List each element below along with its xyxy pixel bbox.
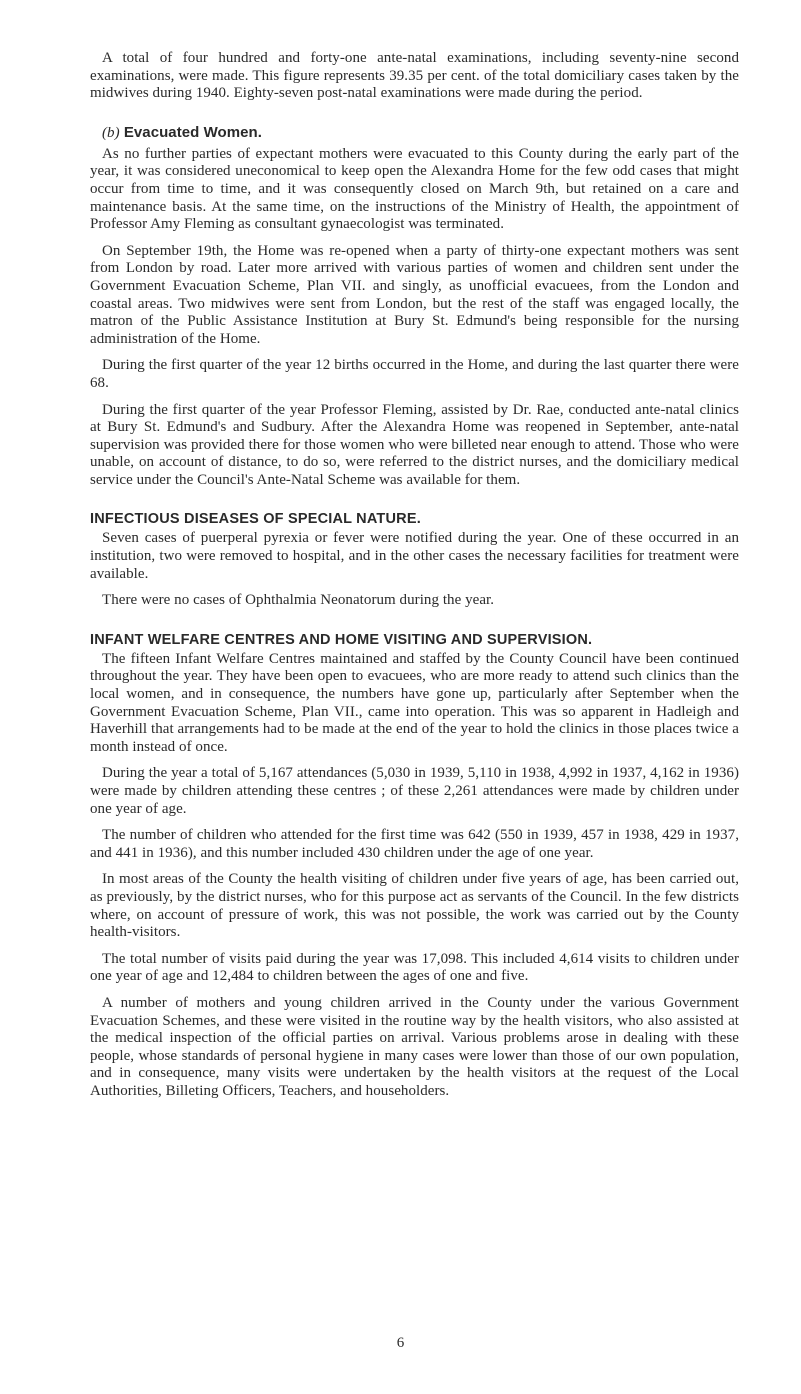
paragraph: During the first quarter of the year 12 births occurred in the Home, and during the last quarter there were 68. bbox=[90, 357, 739, 391]
section-heading-evacuated-women bbox=[102, 124, 739, 142]
paragraph: As no further parties of expectant mothers were evacuated to this County during the early part of the year, it was considered uneconomical to keep open the Alexandra Home for the few odd cases that might occur from time to time, and it was consequently closed on March 9th, but retained on a care and maintenance basis. At the same time, on the instructions of the Ministry of Health, the appointment of Professor Amy Fleming as consultant gynaecologist was terminated. bbox=[90, 145, 739, 233]
paragraph: There were no cases of Ophthalmia Neonatorum during the year. bbox=[102, 592, 495, 609]
paragraph-intro: A total of four hundred and forty-one ante-natal examinations, including seventy-nine second examinations, were made. This figure represents 39.35 per cent. of the total domiciliary cases taken by the midwives during 1940. Eighty-seven post-natal examinations were made during the period. bbox=[90, 50, 739, 102]
section-heading-infectious-diseases: INFECTIOUS DISEASES OF SPECIAL NATURE. bbox=[90, 511, 421, 528]
paragraph: A number of mothers and young children arrived in the County under the various Government Evacuation Schemes, and these were visited in the routine way by the health visitors, who also assisted at the medical inspection of the official parties on arrival. Various problems arose in dealing with these people, whose standards of personal hygiene in many cases were lower than those of our own population, and in consequence, many visits were undertaken by the health visitors at the request of the Local Authorities, Billeting Officers, Teachers, and householders. bbox=[90, 994, 739, 1099]
paragraph: During the first quarter of the year Professor Fleming, assisted by Dr. Rae, conducted ante-natal clinics at Bury St. Edmund's and Sudbury. After the Alexandra Home was reopened in September, ante-natal supervision was provided there for those women who were billeted near enough to attend. Those who were unable, on account of distance, to do so, were referred to the district nurses, and the domiciliary medical service under the Council's Ante-Natal Scheme was available for them. bbox=[90, 401, 739, 488]
paragraph: In most areas of the County the health visiting of children under five years of age, has been carried out, as previously, by the district nurses, who for this purpose act as servants of the Council. In the few districts where, on account of pressure of work, this was not possible, the work was carried out by the County health-visitors. bbox=[90, 871, 739, 941]
paragraph: The number of children who attended for the first time was 642 (550 in 1939, 457 in 1938, 429 in 1937, and 441 in 1936), and this number included 430 children under the age of one year. bbox=[90, 827, 739, 861]
section-title: Evacuated Women. bbox=[123, 123, 262, 141]
paragraph: The fifteen Infant Welfare Centres maintained and staffed by the County Council have been continued throughout the year. They have been open to evacuees, who are more ready to attend such clinics than the local women, and in consequence, the numbers have gone up, particularly after September when the Government Evacuation Scheme, Plan VII., came into operation. This was so apparent in Hadleigh and Haverhill that arrangements had to be made at the end of the year to hold the clinics in those places twice a month instead of once. bbox=[90, 650, 739, 755]
paragraph: During the year a total of 5,167 attendances (5,030 in 1939, 5,110 in 1938, 4,992 in 1937, 4,162 in 1936) were made by children attending these centres ; of these 2,261 attendances were made by children under one year of age. bbox=[90, 765, 739, 817]
section-number: (b) bbox=[102, 124, 120, 141]
paragraph: On September 19th, the Home was re-opened when a party of thirty-one expectant mothers was sent from London by road. Later more arrived with various parties of women and children sent under the Government Evacuation Scheme, Plan VII. and singly, as unofficial evacuees, from the London and coastal areas. Two midwives were sent from London, but the rest of the staff was engaged locally, the matron of the Public Assistance Institution at Bury St. Edmund's being responsible for the nursing administration of the Home. bbox=[90, 242, 739, 347]
paragraph: The total number of visits paid during the year was 17,098. This included 4,614 visits to children under one year of age and 12,484 to children between the ages of one and five. bbox=[90, 950, 739, 985]
paragraph: Seven cases of puerperal pyrexia or fever were notified during the year. One of these occurred in an institution, two were removed to hospital, and in the other cases the necessary facilities for treatment were available. bbox=[90, 530, 739, 582]
page-number: 6 bbox=[396, 1335, 405, 1351]
section-heading-infant-welfare: INFANT WELFARE CENTRES AND HOME VISITING AND SUPERVISION. bbox=[90, 631, 593, 648]
